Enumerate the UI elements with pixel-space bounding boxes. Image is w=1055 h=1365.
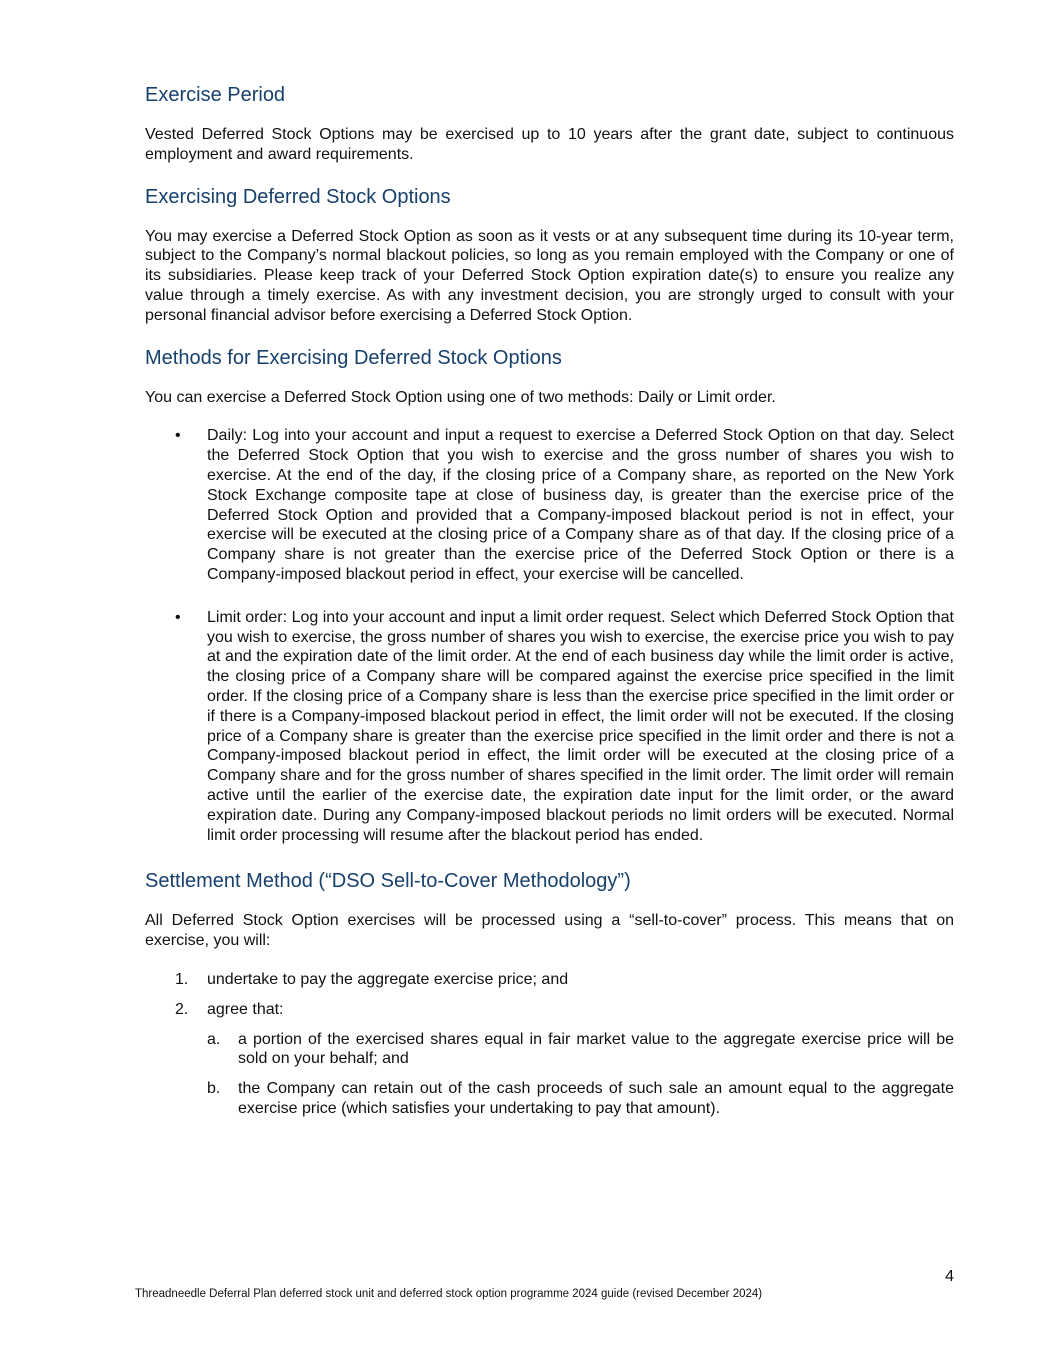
section-exercising-options [145,184,954,326]
heading-exercise-methods: Methods for Exercising Deferred Stock Options [145,346,562,369]
settlement-substeps [207,1030,954,1119]
heading-exercise-period: Exercise Period [145,84,286,106]
list-item-limit-order [145,608,954,846]
section-exercise-period [145,82,954,165]
bullet-icon: • [175,427,181,445]
list-number: 1. [175,970,189,988]
list-letter: a. [207,1030,221,1048]
paragraph-exercise-period: Vested Deferred Stock Options may be exercised up to 10 years after the grant date, subject to continuous employment and award requirements. [145,126,954,163]
sub-list-item-text: a portion of the exercised shares equal in fair market value to the aggregate exercise price will be sold on your behalf; and [238,1030,954,1068]
methods-list [145,426,954,845]
list-item-text: undertake to pay the aggregate exercise price; and [207,970,569,988]
page-footer: Threadneedle Deferral Plan deferred stock unit and deferred stock option programme 2024 guide (revised December 2024) [135,1288,763,1300]
section-settlement-method [145,868,954,1118]
list-item [145,1000,954,1119]
page-number: 4 [945,1268,954,1285]
heading-settlement-method: Settlement Method (“DSO Sell-to-Cover Methodology”) [145,870,631,893]
list-item-text: agree that: [207,1000,284,1018]
bullet-icon: • [175,608,181,626]
heading-exercising-options: Exercising Deferred Stock Options [145,185,451,208]
sub-list-item-text: the Company can retain out of the cash proceeds of such sale an amount equal to the aggregate exercise price (which satisfies your undertaking to pay that amount). [238,1080,954,1117]
sub-list-item [207,1079,954,1119]
section-exercise-methods [145,345,954,846]
list-item-text: Daily: Log into your account and input a request to exercise a Deferred Stock Option on that day. Select the Deferred Stock Option that you wish to exercise and the gross number of shares you wish to exercise. At the end of the day, if the closing price of a Company share, as reported on the New York Stock Exchange composite tape at close of business day, is greater than the exercise price of the Deferred Stock Option and provided that a Company-imposed blackout period is not in effect, your exercise will be executed at the closing price of a Company share as of that day. If the closing price of a Company share is not greater than the exercise price of the Deferred Stock Option or there is a Company-imposed blackout period in effect, your exercise will be cancelled. [207,427,954,583]
list-letter: b. [207,1080,221,1098]
paragraph-settlement-method: All Deferred Stock Option exercises will be processed using a “sell-to-cover” process. This means that on exercise, you will: [145,912,954,950]
sub-list-item [207,1030,954,1070]
list-number: 2. [175,1000,189,1018]
list-item-text: Limit order: Log into your account and input a limit order request. Select which Deferred Stock Option that you wish to exercise, the gross number of shares you wish to exercise, the exercise price you wish to pay at and the expiration date of the limit order. At the end of each business day while the limit order is active, the closing price of a Company share will be compared against the exercise price specified in the limit order. If the closing price of a Company share is less than the exercise price specified in the limit order or if there is a Company-imposed blackout period in effect, the limit order will not be executed. If the closing price of a Company share is greater than the exercise price specified in the limit order and there is not a Company-imposed blackout period in effect, the limit order will be executed at the closing price of a Company share and for the gross number of shares specified in the limit order. The limit order will remain active until the earlier of the exercise date, the expiration date input for the limit order, or the award expiration date. During any Company-imposed blackout periods no limit orders will be executed. Normal limit order processing will resume after the blackout period has ended. [207,608,954,844]
list-item [145,970,954,990]
paragraph-exercise-methods: You can exercise a Deferred Stock Option using one of two methods: Daily or Limit order. [145,388,776,406]
settlement-steps [145,970,954,1119]
list-item-daily [145,426,954,584]
paragraph-exercising-options: You may exercise a Deferred Stock Option as soon as it vests or at any subsequent time during its 10-year term, subject to the Company’s normal blackout policies, so long as you remain employed with the Company or one of its subsidiaries. Please keep track of your Deferred Stock Option expiration date(s) to ensure you realize any value through a timely exercise. As with any investment decision, you are strongly urged to consult with your personal financial advisor before exercising a Deferred Stock Option. [145,227,954,324]
document-body [145,82,954,1129]
